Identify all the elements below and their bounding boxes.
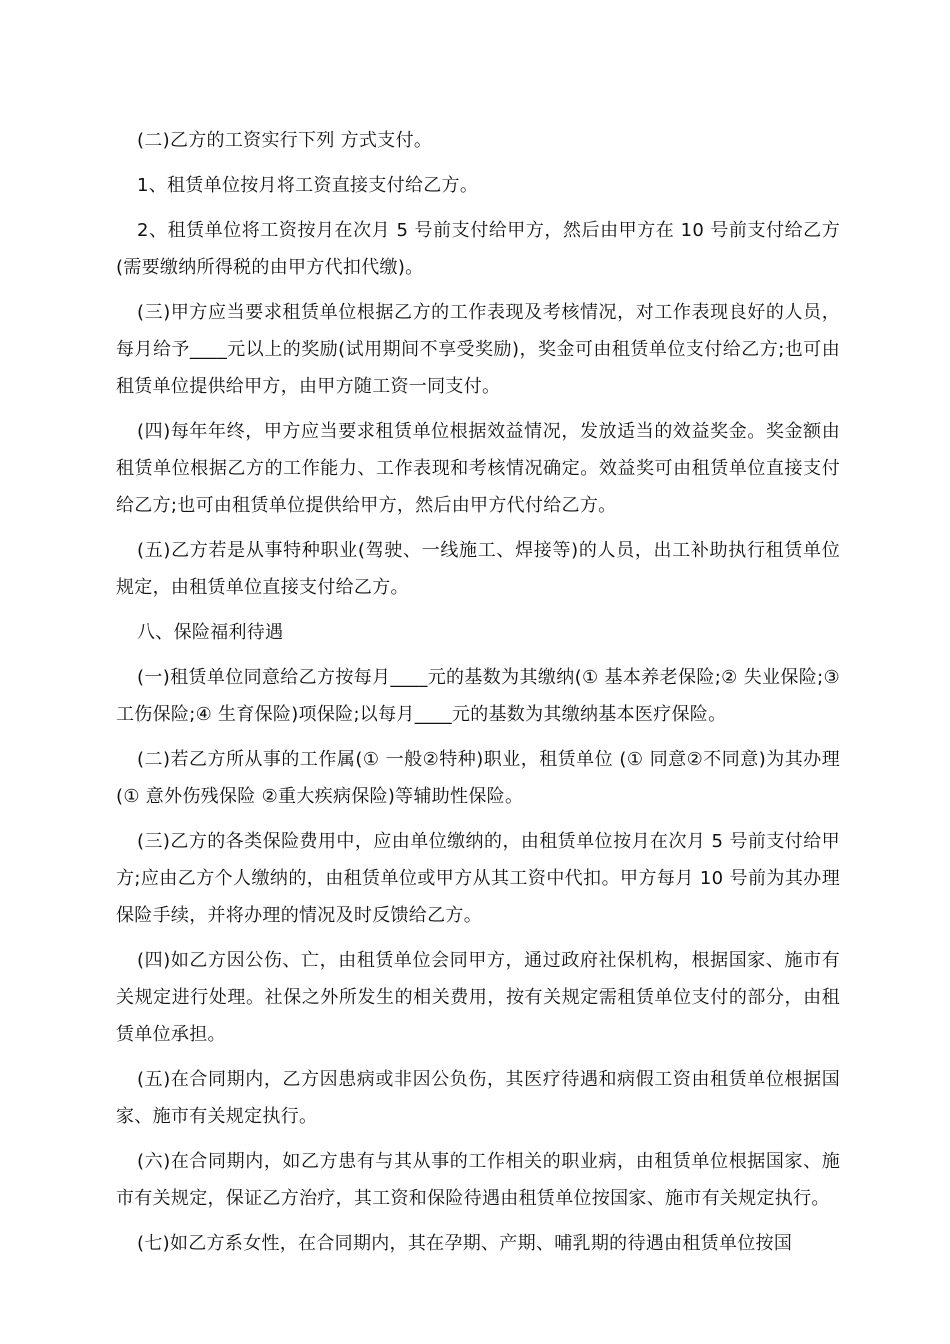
document-page	[116, 122, 840, 1270]
paragraph-insurance-1: (一)租赁单位同意给乙方按每月____元的基数为其缴纳(① 基本养老保险;② 失业保险;③ 工伤保险;④ 生育保险)项保险;以每月____元的基数为其缴纳基本医疗保险。	[116, 667, 840, 725]
paragraph-clause-4-year-end: (四)每年年终，甲方应当要求租赁单位根据效益情况，发放适当的效益奖金。奖金额由租赁单位根据乙方的工作能力、工作表现和考核情况确定。效益奖可由租赁单位直接支付给乙方;也可由租赁单位提供给甲方，然后由甲方代付给乙方。	[116, 421, 840, 516]
paragraph-insurance-3: (三)乙方的各类保险费用中，应由单位缴纳的，由租赁单位按月在次月 5 号前支付给甲方;应由乙方个人缴纳的，由租赁单位或甲方从其工资中代扣。甲方每月 10 号前为其办理保险手续，并将办理的情况及时反馈给乙方。	[116, 831, 840, 926]
paragraph-insurance-6: (六)在合同期内，如乙方患有与其从事的工作相关的职业病，由租赁单位根据国家、施市有关规定，保证乙方治疗，其工资和保险待遇由租赁单位按国家、施市有关规定执行。	[116, 1151, 840, 1209]
section-heading-insurance: 八、保险福利待遇	[137, 622, 284, 643]
paragraph-wage-option-2: 2、租赁单位将工资按月在次月 5 号前支付给甲方，然后由甲方在 10 号前支付给乙方(需要缴纳所得税的由甲方代扣代缴)。	[116, 220, 840, 278]
paragraph-insurance-4: (四)如乙方因公伤、亡，由租赁单位会同甲方，通过政府社保机构，根据国家、施市有关规定进行处理。社保之外所发生的相关费用，按有关规定需租赁单位支付的部分，由租赁单位承担。	[116, 950, 840, 1045]
paragraph-clause-5-special-job: (五)乙方若是从事特种职业(驾驶、一线施工、焊接等)的人员，出工补助执行租赁单位规定，由租赁单位直接支付给乙方。	[116, 540, 840, 598]
paragraph-insurance-2: (二)若乙方所从事的工作属(① 一般②特种)职业，租赁单位 (① 同意②不同意)为其办理 (① 意外伤残保险 ②重大疾病保险)等辅助性保险。	[116, 749, 840, 807]
paragraph-insurance-7: (七)如乙方系女性，在合同期内，其在孕期、产期、哺乳期的待遇由租赁单位按国	[137, 1233, 793, 1254]
paragraph-clause-3-bonus: (三)甲方应当要求租赁单位根据乙方的工作表现及考核情况，对工作表现良好的人员，每月给予____元以上的奖励(试用期间不享受奖励)，奖金可由租赁单位支付给乙方;也可由租赁单位提供给甲方，由甲方随工资一同支付。	[116, 302, 840, 397]
paragraph-wage-method: (二)乙方的工资实行下列 方式支付。	[137, 130, 433, 151]
paragraph-insurance-5: (五)在合同期内，乙方因患病或非因公负伤，其医疗待遇和病假工资由租赁单位根据国家、施市有关规定执行。	[116, 1069, 840, 1127]
paragraph-wage-option-1: 1、租赁单位按月将工资直接支付给乙方。	[137, 175, 479, 196]
